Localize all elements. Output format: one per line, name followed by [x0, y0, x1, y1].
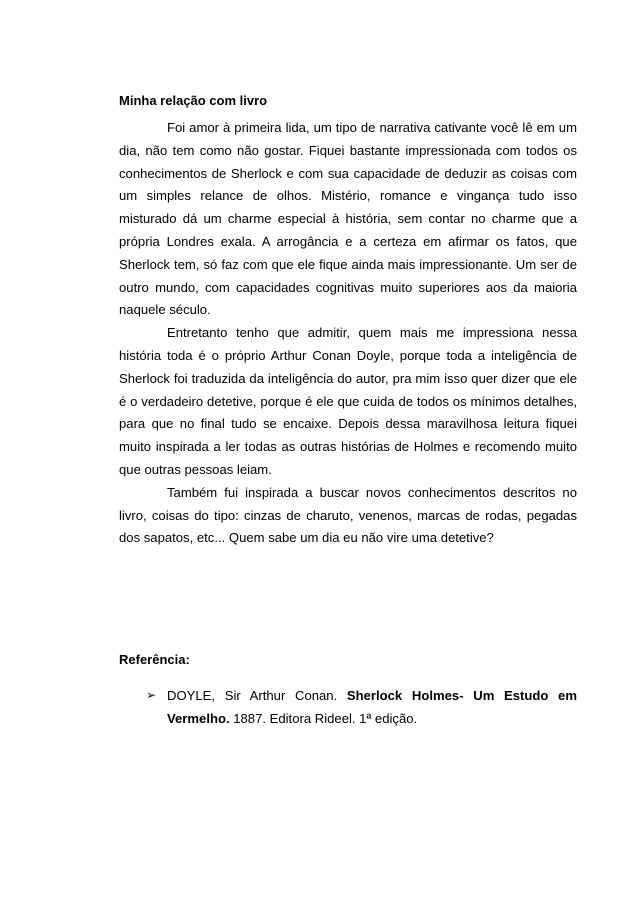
arrow-bullet-icon: ➢ [146, 688, 157, 702]
reference-book-title: Sherlock Holmes- Um Estudo em Vermelho. [167, 688, 577, 726]
paragraph-2: Entretanto tenho que admitir, quem mais me impressiona nessa história toda é o próprio Arthur Conan Doyle, porque toda a inteligência de Sherlock foi traduzida da inteligência do autor, pra mim isso quer dizer que ele é o verdadeiro detetive, porque é ele que cuida de todos os mínimos detalhes, para que no final tudo se encaixe. Depois dessa maravilhosa leitura fiquei muito inspirada a ler todas as outras histórias de Holmes e recomendo muito que outras pessoas leiam. [119, 325, 577, 477]
reference-details: 1887. Editora Rideel. 1ª edição. [229, 711, 418, 726]
section-title: Minha relação com livro [119, 93, 268, 108]
reference-author: DOYLE, Sir Arthur Conan. [167, 688, 347, 703]
body-text [119, 117, 577, 550]
reference-item [119, 684, 577, 730]
reference-title: Referência: [119, 652, 190, 667]
reference-list [119, 684, 577, 730]
paragraph-3: Também fui inspirada a buscar novos conhecimentos descritos no livro, coisas do tipo: cinzas de charuto, venenos, marcas de rodas, pegadas dos sapatos, etc... Quem sabe um dia eu não vire uma detetive? [119, 484, 577, 546]
paragraph-1: Foi amor à primeira lida, um tipo de narrativa cativante você lê em um dia, não tem como não gostar. Fiquei bastante impressionada com todos os conhecimentos de Sherlock e com sua capacidade de deduzir as coisas com um simples relance de olhos. Mistério, romance e vingança tudo isso misturado dá um charme especial à história, sem contar no charme que a própria Londres exala. A arrogância e a certeza em afirmar os fatos, que Sherlock tem, só faz com que ele fique ainda mais impressionante. Um ser de outro mundo, com capacidades cognitivas muito superiores aos da maioria naquele século. [119, 120, 577, 318]
reference-text [167, 688, 577, 726]
